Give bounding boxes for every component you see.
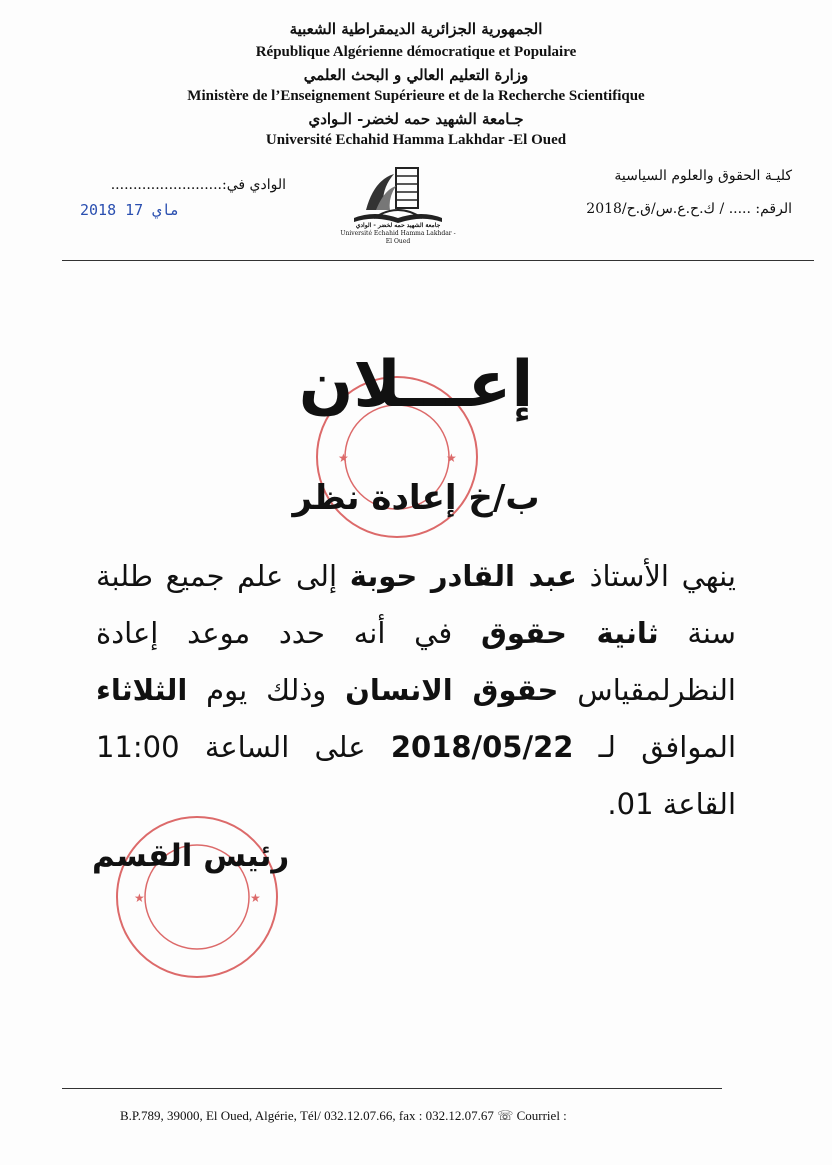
announcement-body: ينهي الأستاذ عبد القادر حوبة إلى علم جميع طلبة سنة ثانية حقوق في أنه حدد موعد إعادة النظرلمقياس حقوق الانسان وذلك يوم الثلاثاء الموافق لـ 2018/05/22 على الساعة 11:00 القاعة 01. xyxy=(96,559,736,821)
svg-text:★: ★ xyxy=(338,451,349,465)
header-divider xyxy=(62,260,814,261)
svg-text:★: ★ xyxy=(446,451,457,465)
place-date: الوادي في:......................... xyxy=(110,177,286,193)
footer-divider xyxy=(62,1088,722,1089)
header-ministry-fr: Ministère de l’Enseignement Supérieure et de la Recherche Scientifique xyxy=(187,88,645,104)
header-ministry-ar: وزارة التعليم العالي و البحث العلمي xyxy=(303,66,529,84)
reference-number: الرقم: ..... / ك.ح.ع.س/ق.ح/2018 xyxy=(586,201,792,217)
svg-text:★: ★ xyxy=(250,891,261,905)
header-republic-ar: الجمهورية الجزائرية الديمقراطية الشعبية xyxy=(289,20,543,38)
header-university-fr: Université Echahid Hamma Lakhdar -El Oued xyxy=(265,132,567,148)
logo-caption: جامعة الشهيد حمه لخضر - الوادي Université Echahid Hamma Lakhdar - El Oued xyxy=(340,222,456,245)
announcement-title: إعـــلان xyxy=(298,348,534,422)
header-university-ar: جـامعة الشهيد حمه لخضر- الـوادي xyxy=(308,110,524,128)
signature-label: رئيس القسم xyxy=(92,838,290,874)
header-republic-fr: République Algérienne démocratique et Populaire xyxy=(255,44,577,60)
footer-contact: B.P.789, 39000, El Oued, Algérie, Tél/ 032.12.07.66, fax : 032.12.07.67 ☏ Courriel : xyxy=(120,1108,567,1123)
date-stamp: 2018 ماي 17 xyxy=(80,201,180,219)
faculty-name: كليـة الحقوق والعلوم السياسية xyxy=(614,168,792,184)
announcement-subtitle: ب/خ إعادة نظر xyxy=(292,478,540,518)
svg-text:★: ★ xyxy=(134,891,145,905)
